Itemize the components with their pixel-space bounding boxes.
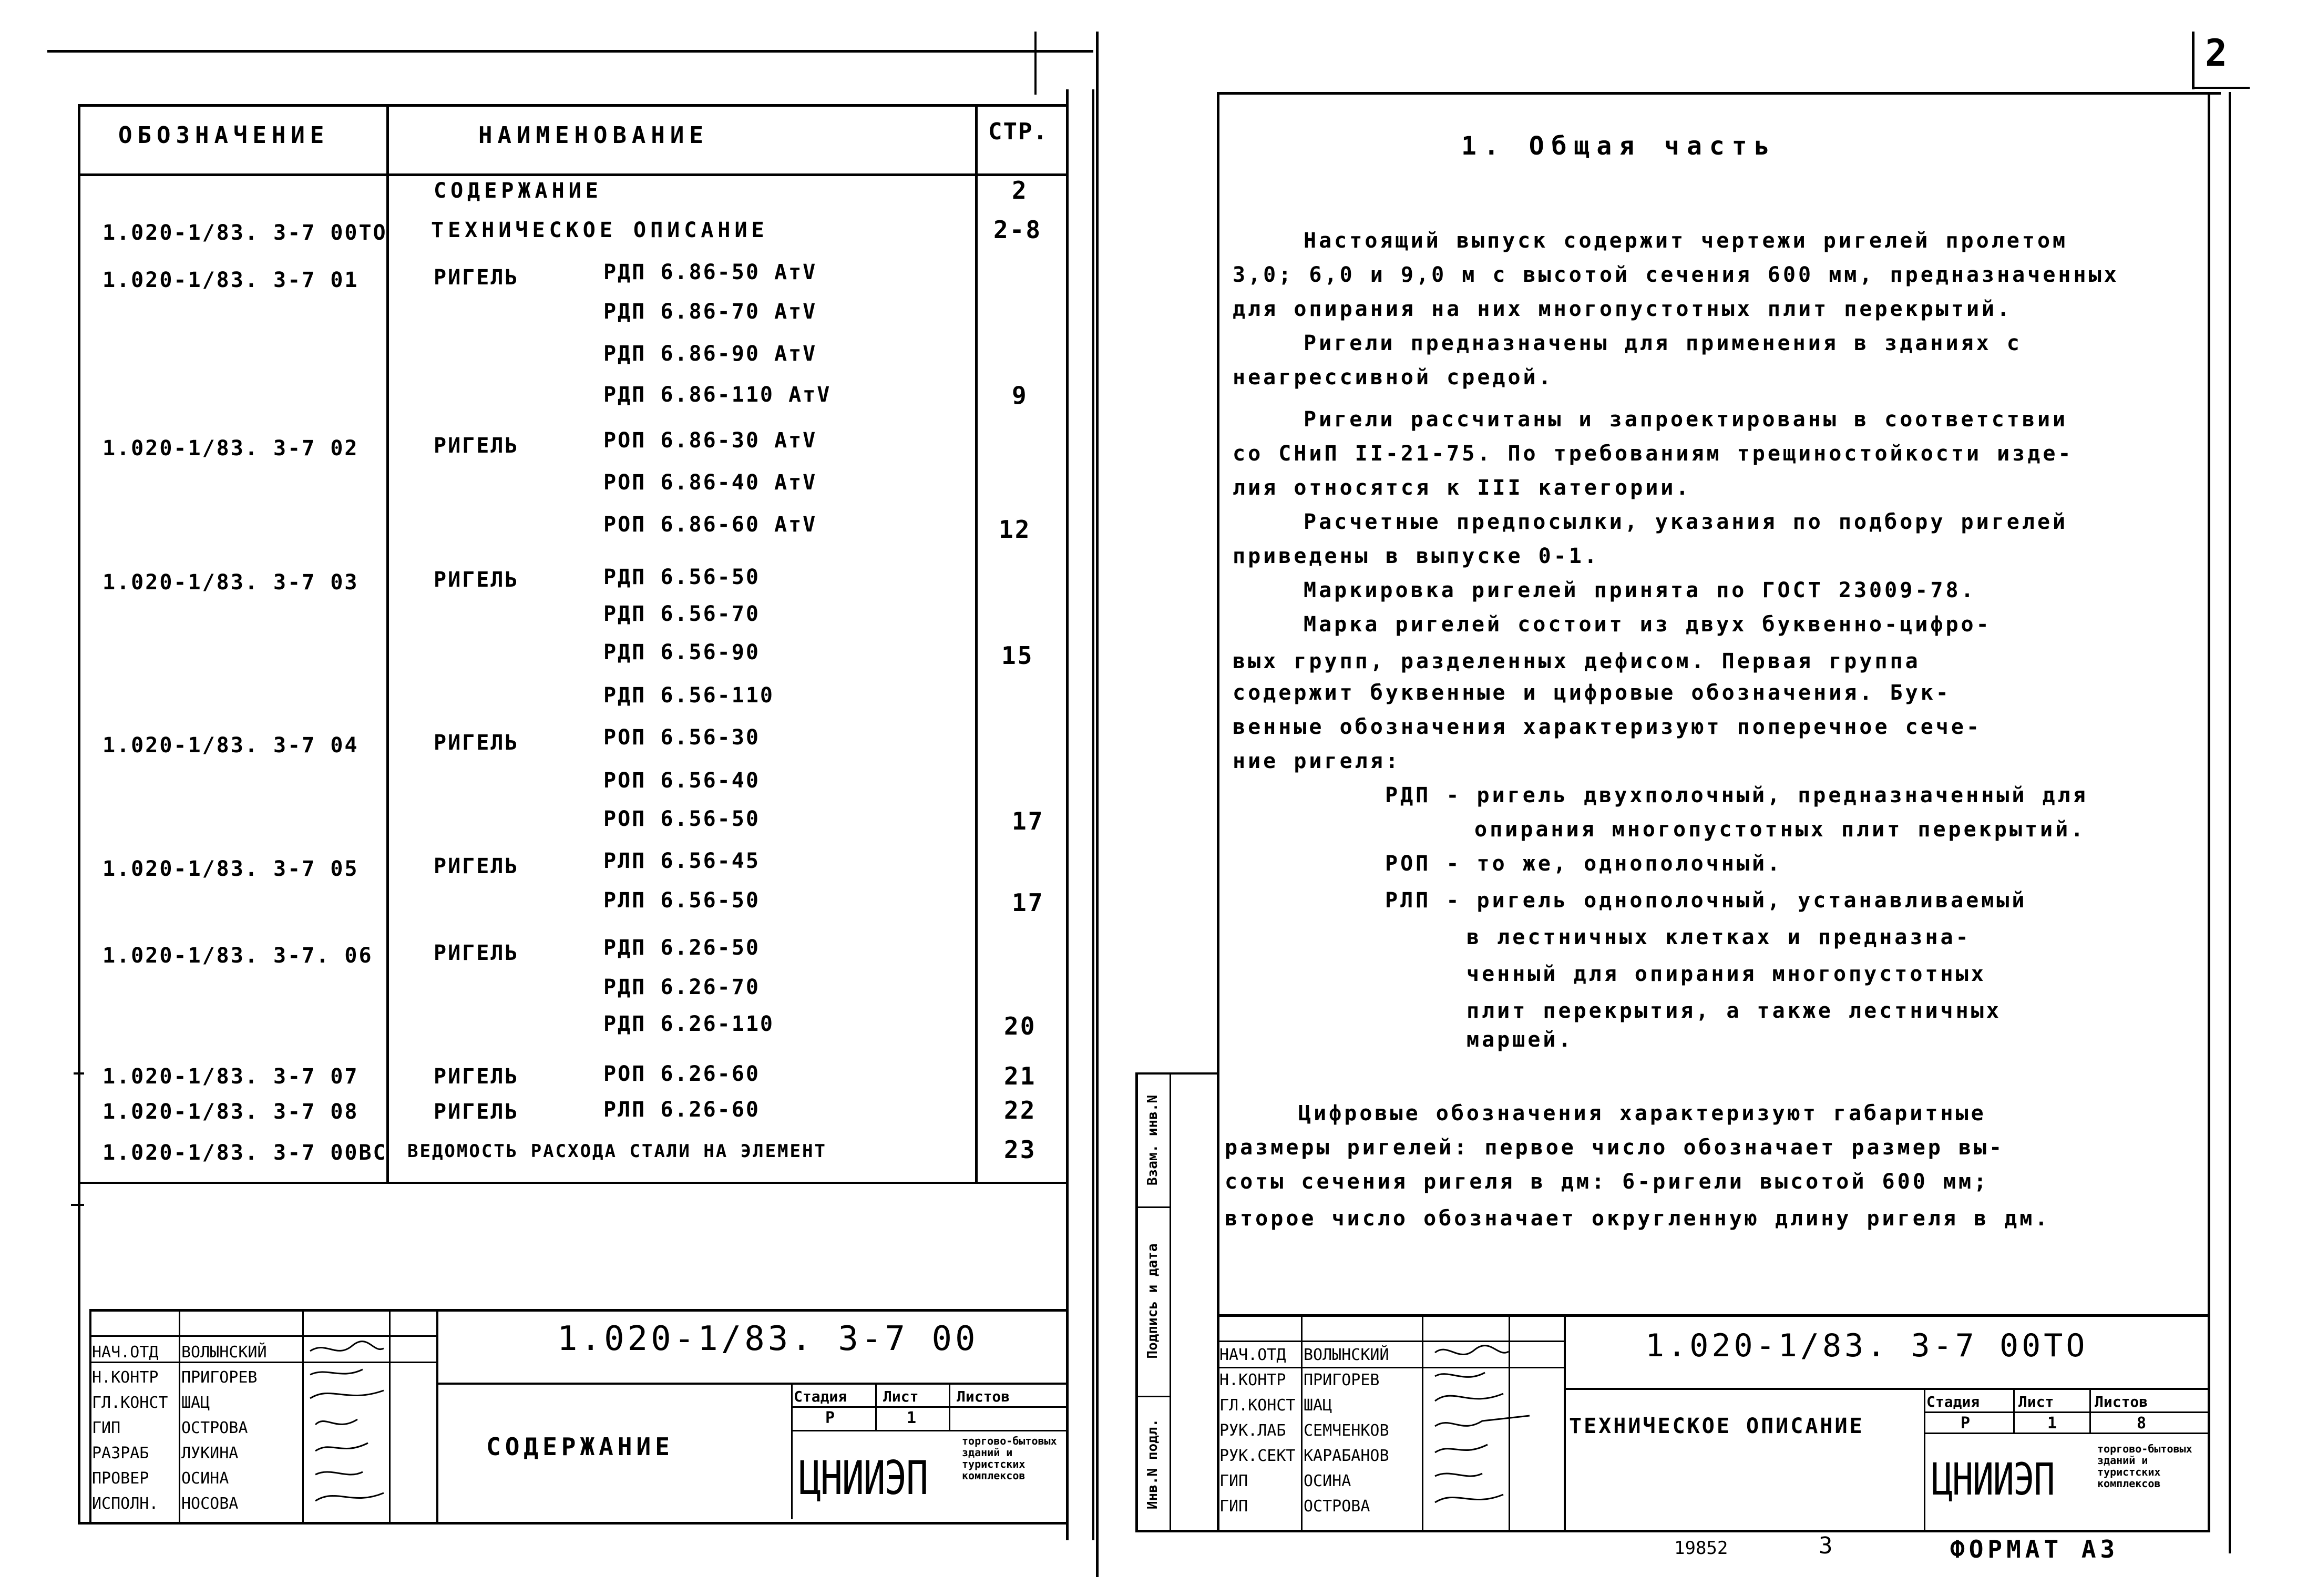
row-code: 1.020-1/83. 3-7 00ВС <box>102 1141 387 1165</box>
text-line: Марка ригелей состоит из двух буквенно-цифро- <box>1304 612 1992 637</box>
row-mark: РДП 6.86-90 АтV <box>603 342 817 366</box>
stamp-person: ОСИНА <box>1304 1472 1351 1490</box>
stamp-role: ГЛ.КОНСТ <box>92 1394 168 1412</box>
stamp-sheet-header: Лист <box>883 1388 919 1405</box>
section-heading: 1. Общая часть <box>1461 131 1777 161</box>
row-code: 1.020-1/83. 3-7 00ТО <box>102 221 387 245</box>
stamp-role: Н.КОНТР <box>92 1368 159 1387</box>
page-number: 2 <box>2205 32 2228 75</box>
text-line: Ригели рассчитаны и запроектированы в соответствии <box>1304 407 2068 432</box>
stamp-sheets-header: Листов <box>2095 1393 2148 1410</box>
row-title: РИГЕЛЬ <box>434 1065 519 1089</box>
stamp-sheet: 1 <box>907 1409 917 1427</box>
row-code: 1.020-1/83. 3-7 04 <box>102 733 359 758</box>
stamp-role: ПРОВЕР <box>92 1469 149 1488</box>
stamp-title: СОДЕРЖАНИЕ <box>486 1433 674 1461</box>
text-line: венные обозначения характеризуют поперечное сече- <box>1233 715 1982 739</box>
text-line: Расчетные предпосылки, указания по подбору ригелей <box>1304 510 2068 534</box>
stamp-stage: Р <box>825 1409 835 1427</box>
row-title: РИГЕЛЬ <box>434 434 519 458</box>
stamp-person: ОСТРОВА <box>181 1419 248 1437</box>
row-title: ТЕХНИЧЕСКОЕ ОПИСАНИЕ <box>431 218 768 242</box>
row-page: 21 <box>1004 1062 1037 1090</box>
row-code: 1.020-1/83. 3-7 03 <box>102 570 359 595</box>
stamp-role: РУК.ЛАБ <box>1219 1421 1286 1440</box>
stamp-title: ТЕХНИЧЕСКОЕ ОПИСАНИЕ <box>1569 1414 1864 1438</box>
text-line: Настоящий выпуск содержит чертежи ригелей пролетом <box>1304 229 2068 253</box>
row-code: 1.020-1/83. 3-7 07 <box>102 1065 359 1089</box>
stamp-role: НАЧ.ОТД <box>92 1343 159 1362</box>
stamp-person: ВОЛЫНСКИЙ <box>181 1343 267 1362</box>
row-mark: РДП 6.86-50 АтV <box>603 260 817 284</box>
stamp-stage-header: Стадия <box>1926 1393 1980 1410</box>
footer-format: ФОРМАТ А3 <box>1950 1535 2119 1563</box>
text-line: 3,0; 6,0 и 9,0 м с высотой сечения 600 мм, предназначенных <box>1233 263 2119 287</box>
row-mark: РОП 6.56-50 <box>603 807 760 831</box>
stamp-person: КАРАБАНОВ <box>1304 1447 1389 1465</box>
stamp-person: ШАЦ <box>1304 1396 1332 1415</box>
stamp-person: ОСИНА <box>181 1469 229 1488</box>
stamp-sheet: 1 <box>2047 1414 2057 1433</box>
row-code: 1.020-1/83. 3-7 02 <box>102 436 359 461</box>
row-title: РИГЕЛЬ <box>434 941 519 965</box>
column-header-page: СТР. <box>988 118 1048 145</box>
definition-line: ченный для опирания многопустотных <box>1467 962 1986 986</box>
stamp-person: ПРИГОРЕВ <box>181 1368 258 1387</box>
stamp-org-sub: торгово-бытовых зданий и туристских комплексов <box>962 1435 1057 1482</box>
row-mark: РОП 6.26-60 <box>603 1062 760 1086</box>
text-line: неагрессивной средой. <box>1233 365 1554 390</box>
row-page: 23 <box>1004 1135 1037 1164</box>
row-mark: РОП 6.86-30 АтV <box>603 428 817 453</box>
row-code: 1.020-1/83. 3-7 08 <box>102 1100 359 1124</box>
row-page: 17 <box>1012 807 1044 835</box>
text-line: для опирания на них многопустотных плит перекрытий. <box>1233 297 2013 321</box>
stamp-role: НАЧ.ОТД <box>1219 1346 1286 1364</box>
text-line: со СНиП II-21-75. По требованиям трещиностойкости изде- <box>1233 442 2074 466</box>
row-mark: РДП 6.56-50 <box>603 565 760 589</box>
row-mark: РДП 6.86-70 АтV <box>603 300 817 324</box>
row-mark: РОП 6.56-40 <box>603 769 760 793</box>
row-mark: РДП 6.26-110 <box>603 1012 774 1036</box>
row-mark: РОП 6.86-40 АтV <box>603 470 817 495</box>
stamp-role: ГИП <box>1219 1472 1248 1490</box>
stamp-role: ГЛ.КОНСТ <box>1219 1396 1296 1415</box>
stamp-org-sub: торгово-бытовых зданий и туристских комплексов <box>2097 1442 2192 1490</box>
stamp-role: РУК.СЕКТ <box>1219 1447 1296 1465</box>
row-code: 1.020-1/83. 3-7 05 <box>102 857 359 881</box>
column-header-designation: ОБОЗНАЧЕНИЕ <box>118 122 330 149</box>
text-line: размеры ригелей: первое число обозначает размер вы- <box>1225 1135 2005 1160</box>
text-line: соты сечения ригеля в дм: 6-ригели высотой 600 мм; <box>1225 1170 1990 1194</box>
stamp-role: ИСПОЛН. <box>92 1495 159 1513</box>
row-page: 22 <box>1004 1096 1037 1124</box>
signatures <box>1424 1342 1551 1531</box>
row-page: 15 <box>1001 641 1034 670</box>
row-mark: РЛП 6.56-50 <box>603 888 760 913</box>
text-line: приведены в выпуске 0-1. <box>1233 544 1599 568</box>
definition-line: маршей. <box>1467 1028 1574 1052</box>
stamp-person: ЛУКИНА <box>181 1444 239 1462</box>
row-mark: РДП 6.26-50 <box>603 936 760 960</box>
row-mark: РОП 6.56-30 <box>603 725 760 750</box>
text-line: второе число обозначает округленную длину ригеля в дм. <box>1225 1206 2050 1231</box>
stamp-code: 1.020-1/83. 3-7 00 <box>557 1319 979 1358</box>
row-title: РИГЕЛЬ <box>434 731 519 755</box>
stamp-role: ГИП <box>92 1419 121 1437</box>
text-line: содержит буквенные и цифровые обозначения. Бук- <box>1233 681 1951 705</box>
footer-sheet: 3 <box>1819 1532 1833 1559</box>
row-page: 2-8 <box>993 216 1042 244</box>
stamp-role: Н.КОНТР <box>1219 1371 1286 1389</box>
row-code: 1.020-1/83. 3-7. 06 <box>102 944 373 968</box>
stamp-sheets-header: Листов <box>957 1388 1010 1405</box>
stamp-stage-header: Стадия <box>794 1388 847 1405</box>
stamp-sheet-header: Лист <box>2018 1393 2054 1410</box>
row-mark: РДП 6.56-110 <box>603 683 774 708</box>
stamp-code: 1.020-1/83. 3-7 00ТО <box>1645 1327 2088 1364</box>
row-page: 20 <box>1004 1012 1037 1040</box>
row-mark: РДП 6.56-70 <box>603 602 760 626</box>
stamp-person: ОСТРОВА <box>1304 1497 1370 1516</box>
stamp-person: НОСОВА <box>181 1495 239 1513</box>
stamp-person: СЕМЧЕНКОВ <box>1304 1421 1389 1440</box>
stamp-role: ГИП <box>1219 1497 1248 1516</box>
row-mark: РЛП 6.56-45 <box>603 849 760 873</box>
text-line: вых групп, разделенных дефисом. Первая группа <box>1233 649 1921 673</box>
row-mark: РОП 6.86-60 АтV <box>603 513 817 537</box>
column-header-name: НАИМЕНОВАНИЕ <box>478 122 709 149</box>
row-title: ВЕДОМОСТЬ РАСХОДА СТАЛИ НА ЭЛЕМЕНТ <box>407 1141 827 1162</box>
stamp-person: ВОЛЫНСКИЙ <box>1304 1346 1389 1364</box>
stamp-role: РАЗРАБ <box>92 1444 149 1462</box>
text-line: Цифровые обозначения характеризуют габаритные <box>1298 1101 1986 1126</box>
row-title: СОДЕРЖАНИЕ <box>434 179 602 203</box>
row-page: 17 <box>1012 888 1044 917</box>
row-page: 2 <box>1012 176 1028 204</box>
row-page: 12 <box>999 515 1031 544</box>
row-title: РИГЕЛЬ <box>434 265 519 290</box>
side-label-replacement: Взам. инв.N <box>1145 1094 1161 1186</box>
text-line: Маркировка ригелей принята по ГОСТ 23009-78. <box>1304 578 1976 602</box>
definition-line: опирания многопустотных плит перекрытий. <box>1474 817 2086 842</box>
row-mark: РДП 6.56-90 <box>603 640 760 664</box>
stamp-person: ПРИГОРЕВ <box>1304 1371 1380 1389</box>
text-line: ние ригеля: <box>1233 749 1401 773</box>
definition-line: РЛП - ригель однополочный, устанавливаемый <box>1385 888 2027 913</box>
row-code: 1.020-1/83. 3-7 01 <box>102 268 359 292</box>
stamp-stage: Р <box>1961 1414 1971 1433</box>
row-page: 9 <box>1012 381 1028 410</box>
text-line: Ригели предназначены для применения в зданиях с <box>1304 331 2022 355</box>
definition-line: в лестничных клетках и предназна- <box>1467 925 1971 949</box>
stamp-sheets: 8 <box>2137 1414 2147 1433</box>
definition-line: РДП - ригель двухполочный, предназначенный для <box>1385 783 2088 807</box>
row-title: РИГЕЛЬ <box>434 1100 519 1124</box>
definition-line: плит перекрытия, а также лестничных <box>1467 999 2002 1023</box>
row-mark: РДП 6.26-70 <box>603 975 760 999</box>
definition-line: РОП - то же, однополочный. <box>1385 852 1783 876</box>
footer-number: 19852 <box>1674 1538 1728 1559</box>
stamp-person: ШАЦ <box>181 1394 210 1412</box>
side-label-inventory: Инв.N подл. <box>1145 1418 1161 1510</box>
stamp-org: ЦНИИЭП <box>799 1451 928 1505</box>
row-title: РИГЕЛЬ <box>434 568 519 592</box>
stamp-org: ЦНИИЭП <box>1932 1454 2055 1505</box>
row-mark: РЛП 6.26-60 <box>603 1098 760 1122</box>
side-label-signature: Подпись и дата <box>1145 1243 1161 1359</box>
row-title: РИГЕЛЬ <box>434 854 519 878</box>
row-mark: РДП 6.86-110 АтV <box>603 383 832 407</box>
text-line: лия относятся к III категории. <box>1233 476 1691 500</box>
